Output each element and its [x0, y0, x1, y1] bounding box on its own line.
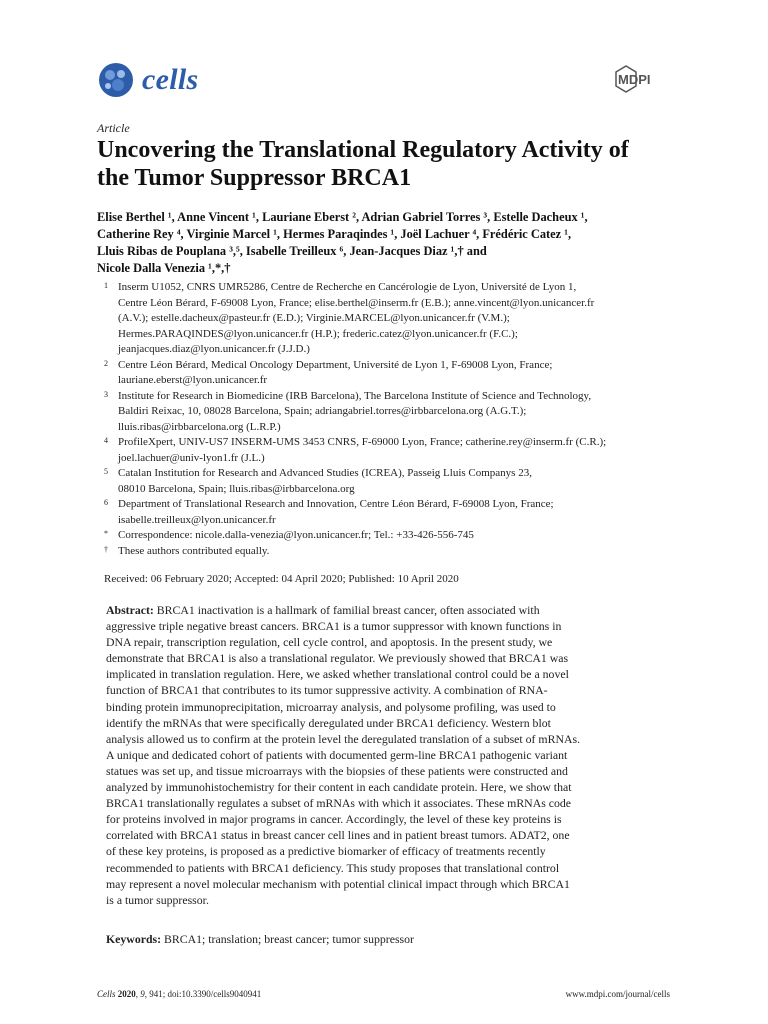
abstract [106, 602, 668, 908]
abstract-line: aggressive triple negative breast cancers. BRCA1 is a tumor suppressor with known functions in [106, 619, 562, 634]
abstract-line: analysis allowed us to confirm at the protein level the deregulated translation of a subset of mRNAs. [106, 731, 581, 746]
author-list [97, 209, 677, 277]
affiliation-line: Centre Léon Bérard, Medical Oncology Department, Université de Lyon 1, F-69008 Lyon, France; [118, 358, 553, 371]
mdpi-logo-icon [612, 64, 670, 100]
abstract-line: BRCA1 translationally regulates a subset of mRNAs with which it associates. These mRNAs code [106, 796, 572, 811]
abstract-line: may represent a novel molecular mechanism with potential clinical impact through which BRCA1 [106, 876, 570, 891]
abstract-line: BRCA1 inactivation is a hallmark of familial breast cancer, often associated with [156, 603, 540, 617]
footer-volume: 9 [140, 989, 145, 999]
abstract-line: is a tumor suppressor. [106, 892, 209, 907]
affiliation-line: lauriane.eberst@lyon.unicancer.fr [118, 374, 268, 386]
affiliation-line: Hermes.PARAQINDES@lyon.unicancer.fr (H.P.); frederic.catez@lyon.unicancer.fr (F.C.); [118, 327, 518, 340]
abstract-line: binding protein immunoprecipitation, microarray analysis, and polysome profiling, was used to [106, 699, 556, 714]
journal-name: cells [142, 63, 199, 96]
affiliation-line: Department of Translational Research and Innovation, Centre Léon Bérard, F-69008 Lyon, France; [118, 498, 554, 510]
affiliation-line: These authors contributed equally. [118, 544, 270, 557]
publisher-logo [612, 64, 670, 104]
keywords-text: BRCA1; translation; breast cancer; tumor suppressor [164, 932, 414, 946]
abstract-line: DNA repair, transcription regulation, cell cycle control, and apoptosis. In the present study, we [106, 635, 553, 650]
affiliation-line: 08010 Barcelona, Spain; lluis.ribas@irbbarcelona.org [118, 482, 355, 495]
affiliation-item [104, 466, 684, 497]
abstract-line: demonstrate that BRCA1 is also a translational regulator. We previously showed that BRCA1 was [106, 651, 569, 666]
abstract-first-line [106, 602, 668, 618]
abstract-line: for proteins involved in major programs in cancer. Accordingly, the level of these key proteins is [106, 812, 562, 827]
footer-journal: Cells [97, 989, 116, 999]
affiliation-line: jeanjacques.diaz@lyon.unicancer.fr (J.J.D.) [118, 343, 310, 355]
abstract-line: identify the mRNAs that were specifically deregulated under BRCA1 deficiency. Western blot [106, 715, 551, 730]
affiliation-line: Centre Léon Bérard, F-69008 Lyon, France; elise.berthel@inserm.fr (E.B.); anne.vincent@lyon.unicancer.fr [118, 296, 595, 309]
affiliation-mark: † [104, 544, 108, 554]
affiliation-line: Institute for Research in Biomedicine (IRB Barcelona), The Barcelona Institute of Science and Technology, [118, 389, 592, 402]
publisher-name: MDPI [618, 72, 651, 87]
journal-url[interactable]: www.mdpi.com/journal/cells [565, 989, 670, 999]
affiliation-line: lluis.ribas@irbbarcelona.org (L.R.P.) [118, 420, 281, 433]
cells-logo-icon [98, 62, 134, 98]
author-line: Catherine Rey ⁴, Virginie Marcel ¹, Hermes Paraqindes ¹, Joël Lachuer ⁴, Frédéric Catez ¹, [97, 227, 572, 241]
abstract-body [106, 618, 668, 908]
author-line: Elise Berthel ¹, Anne Vincent ¹, Lauriane Eberst ², Adrian Gabriel Torres ³, Estelle Dacheux ¹, [97, 210, 588, 224]
affiliation-mark: * [104, 529, 108, 538]
affiliation-mark: 3 [104, 389, 108, 399]
affiliation-mark: 5 [104, 467, 108, 476]
abstract-line: function of BRCA1 that contributes to its tumor suppressive activity. A combination of RNA- [106, 683, 548, 698]
abstract-line: statues was set up, and tissue microarrays with the biopsies of these patients were constructed and [106, 763, 568, 778]
footer-doi: , 941; doi:10.3390/cells9040941 [144, 989, 262, 999]
author-line: Lluis Ribas de Pouplana ³,⁵, Isabelle Treilleux ⁶, Jean-Jacques Diaz ¹,† and [97, 244, 487, 258]
abstract-line: A unique and dedicated cohort of patients with documented germ-line BRCA1 pathogenic variant [106, 747, 568, 762]
publication-dates: Received: 06 February 2020; Accepted: 04 April 2020; Published: 10 April 2020 [104, 573, 459, 585]
abstract-label: Abstract: [106, 603, 154, 617]
affiliation-mark: 6 [104, 498, 108, 507]
affiliation-list [104, 280, 684, 559]
article-title [97, 136, 697, 192]
abstract-line: analyzed by immunohistochemistry for their content in each candidate protein. Here, we show that [106, 780, 572, 795]
affiliation-line: joel.lachuer@univ-lyon1.fr (J.L.) [118, 451, 265, 464]
affiliation-line: Correspondence: nicole.dalla-venezia@lyon.unicancer.fr; Tel.: +33-426-556-745 [118, 529, 474, 541]
journal-logo [98, 62, 198, 98]
abstract-line: of these key proteins, is proposed as a predictive biomarker of efficacy of treatments recently [106, 844, 546, 859]
citation-footer: Cells 2020, 9, 941; doi:10.3390/cells9040941 [97, 989, 262, 999]
affiliation-item [104, 544, 684, 560]
title-line: the Tumor Suppressor BRCA1 [97, 165, 412, 191]
affiliation-line: Inserm U1052, CNRS UMR5286, Centre de Recherche en Cancérologie de Lyon, Université de Lyon 1, [118, 281, 577, 293]
affiliation-line: Baldiri Reixac, 10, 08028 Barcelona, Spain; adriangabriel.torres@irbbarcelona.org (A.G.T.); [118, 405, 527, 417]
affiliation-item [104, 435, 684, 466]
abstract-line: correlated with BRCA1 status in breast cancer cell lines and in patient breast tumors. ADAT2, one [106, 828, 570, 843]
affiliation-item [104, 528, 684, 544]
affiliation-line: isabelle.treilleux@lyon.unicancer.fr [118, 513, 276, 526]
keywords [106, 932, 414, 947]
affiliation-mark: 1 [104, 281, 108, 290]
affiliation-mark: 2 [104, 358, 108, 368]
affiliation-item [104, 358, 684, 389]
abstract-line: implicated in translation regulation. Here, we asked whether translational control could be a novel [106, 667, 569, 682]
article-type: Article [97, 121, 130, 135]
affiliation-mark: 4 [104, 436, 108, 445]
affiliation-line: Catalan Institution for Research and Advanced Studies (ICREA), Passeig Lluis Companys 23, [118, 467, 532, 479]
affiliation-item [104, 280, 684, 358]
affiliation-item [104, 497, 684, 528]
affiliation-item [104, 389, 684, 436]
footer-year: 2020 [117, 989, 136, 999]
title-line: Uncovering the Translational Regulatory Activity of [97, 137, 629, 163]
affiliation-line: (A.V.); estelle.dacheux@pasteur.fr (E.D.); Virginie.MARCEL@lyon.unicancer.fr (V.M.); [118, 312, 510, 324]
abstract-line: recommended to patients with BRCA1 deficiency. This study proposes that translational control [106, 860, 560, 875]
author-line: Nicole Dalla Venezia ¹,*,† [97, 261, 231, 275]
keywords-label: Keywords: [106, 932, 162, 946]
affiliation-line: ProfileXpert, UNIV-US7 INSERM-UMS 3453 CNRS, F-69000 Lyon, France; catherine.rey@inserm.fr (C.R.); [118, 436, 607, 448]
